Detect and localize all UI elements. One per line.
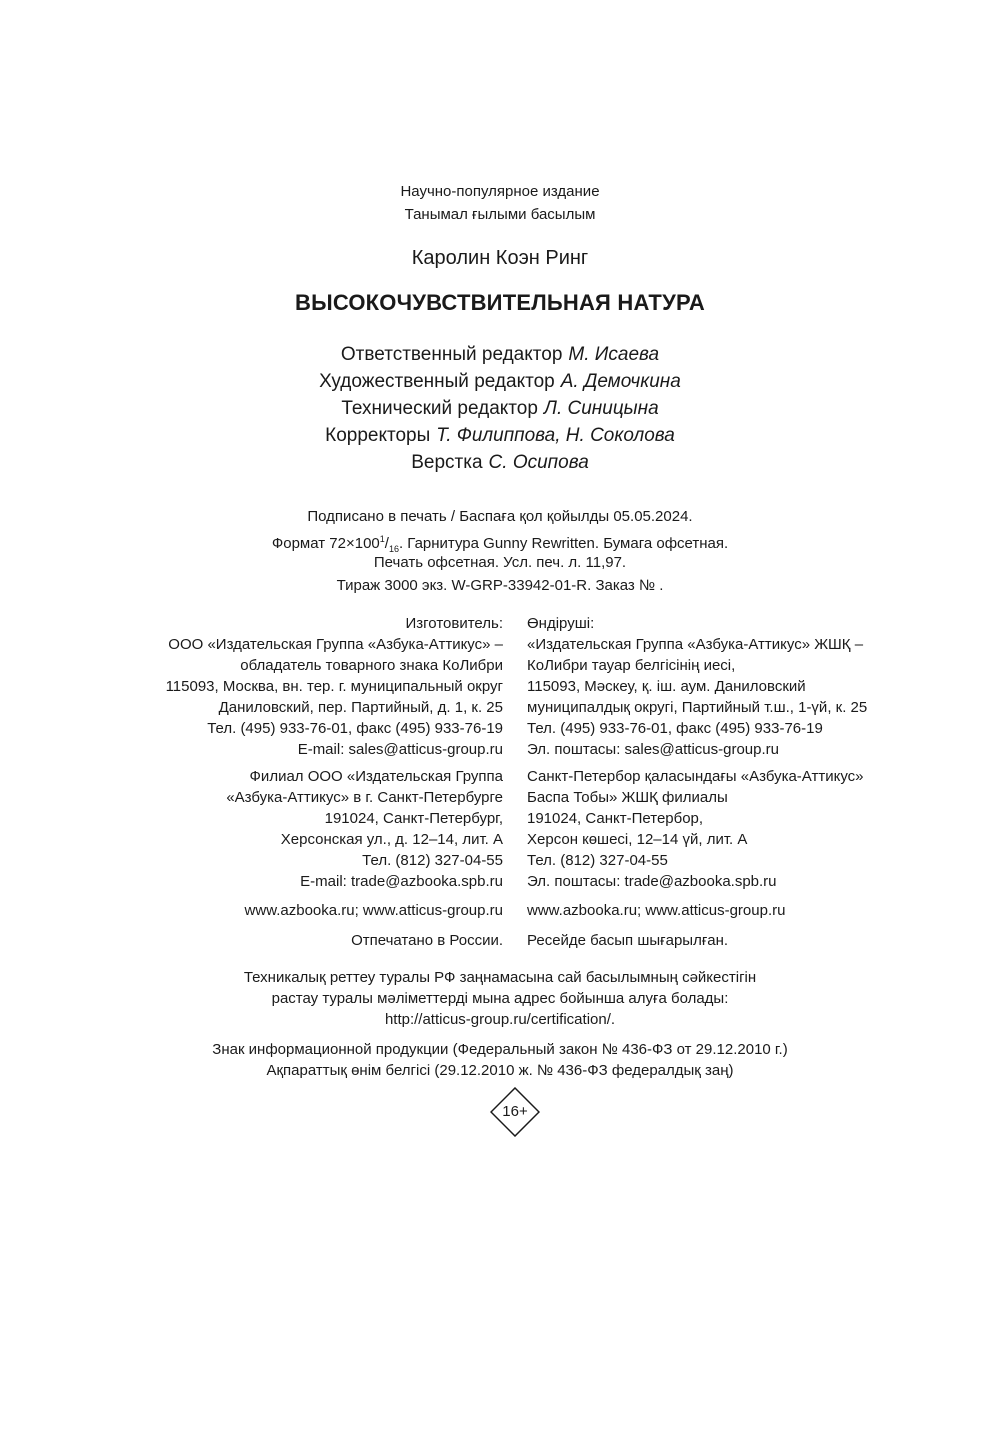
manufacturer-kz-line: муниципалдық округі, Партийный т.ш., 1-үй, к. 25 [527, 699, 868, 716]
branch-ru-line: 191024, Санкт-Петербург, [324, 810, 503, 827]
branch-kz-line: Эл. поштасы: trade@azbooka.spb.ru [527, 873, 777, 890]
branch-kz-line: Баспа Тобы» ЖШҚ филиалы [527, 789, 728, 806]
format-suffix: . Гарнитура Gunny Rewritten. Бумага офсетная. [398, 535, 729, 552]
signed-line: Подписано в печать / Баспаға қол қойылды 05.05.2024. [307, 508, 693, 525]
manufacturer-ru-line: Изготовитель: [405, 615, 503, 632]
branch-ru-line: Херсонская ул., д. 12–14, лит. А [280, 831, 503, 848]
format-numerator: 1 [379, 534, 385, 544]
author-name: Каролин Коэн Ринг [411, 247, 589, 269]
credit-name: М. Исаева [568, 344, 660, 365]
manufacturer-ru-line: Тел. (495) 933-76-01, факс (495) 933-76-19 [207, 720, 503, 737]
credit-role: Корректоры [325, 425, 431, 446]
info-mark-ru: Знак информационной продукции (Федеральный закон № 436-ФЗ от 29.12.2010 г.) [212, 1041, 788, 1058]
credit-name: А. Демочкина [560, 371, 681, 392]
info-mark-kz: Ақпараттық өнім белгісі (29.12.2010 ж. № 436-ФЗ федералдық заң) [266, 1062, 734, 1079]
credit-line [0, 449, 1000, 476]
manufacturer-kz-line: Өндіруші: [527, 615, 595, 632]
manufacturer-ru-line: 115093, Москва, вн. тер. г. муниципальный округ [165, 678, 503, 695]
credit-role: Ответственный редактор [340, 344, 563, 365]
age-rating-label: 16+ [502, 1103, 528, 1120]
printing-line: Печать офсетная. Усл. печ. л. 11,97. [373, 554, 627, 571]
credit-line [0, 422, 1000, 449]
format-line: Формат $72\times 100^1/_{16}$. Гарнитура Gunny Rewritten. Бумага офсетная. [271, 534, 729, 554]
certification-url: http://atticus-group.ru/certification/. [384, 1011, 616, 1028]
manufacturer-ru [166, 613, 503, 760]
branch-ru-line: Филиал ООО «Издательская Группа [249, 768, 503, 785]
manufacturer-kz-line: Эл. поштасы: sales@atticus-group.ru [527, 741, 779, 758]
credit-name: Л. Синицына [543, 398, 659, 419]
branch-ru-line: «Азбука-Аттикус» в г. Санкт-Петербурге [226, 789, 503, 806]
credit-line [0, 368, 1000, 395]
credit-role: Технический редактор [341, 398, 538, 419]
manufacturer-ru-line: ООО «Издательская Группа «Азбука-Аттикус» – [168, 636, 503, 653]
credit-role: Верстка [411, 452, 483, 473]
branch-kz-line: Тел. (812) 327-04-55 [527, 852, 668, 869]
certification-line-1: Техникалық реттеу туралы РФ заңнамасына сай басылымның сәйкестігін [243, 969, 757, 986]
branch-ru-line: Тел. (812) 327-04-55 [362, 852, 503, 869]
manufacturer-ru-line: Даниловский, пер. Партийный, д. 1, к. 25 [218, 699, 503, 716]
manufacturer-kz-line: 115093, Мәскеу, қ. іш. аум. Даниловский [527, 678, 806, 695]
manufacturer-ru-line: обладатель товарного знака КоЛибри [240, 657, 503, 674]
printed-in-ru: Отпечатано в России. [351, 932, 503, 949]
branch-kz-line: 191024, Санкт-Петербор, [527, 810, 704, 827]
manufacturer-kz-line: КоЛибри тауар белгісінің иесі, [527, 657, 736, 674]
branch-kz-line: Херсон көшесі, 12–14 үй, лит. А [527, 831, 748, 848]
format-denominator: 16 [388, 544, 399, 554]
certification-line-2: растау туралы мәліметтерді мына адрес бойынша алуға болады: [271, 990, 729, 1007]
circulation-line: Тираж 3000 экз. W-GRP-33942-01-R. Заказ № . [336, 577, 664, 594]
manufacturer-kz-line: «Издательская Группа «Азбука-Аттикус» ЖШҚ – [527, 636, 864, 653]
branch-kz-line: Санкт-Петербор қаласындағы «Азбука-Аттикус» [527, 768, 864, 785]
credit-line [0, 395, 1000, 422]
manufacturer-ru-line: E-mail: sales@atticus-group.ru [297, 741, 503, 758]
websites-ru: www.azbooka.ru; www.atticus-group.ru [244, 902, 503, 919]
genre-ru: Научно-популярное издание [400, 183, 600, 200]
credit-role: Художественный редактор [319, 371, 555, 392]
book-title: ВЫСОКОЧУВСТВИТЕЛЬНАЯ НАТУРА [295, 290, 705, 315]
credit-name: Т. Филиппова, Н. Соколова [436, 425, 675, 446]
websites-kz: www.azbooka.ru; www.atticus-group.ru [527, 902, 786, 919]
branch-ru-line: E-mail: trade@azbooka.spb.ru [300, 873, 503, 890]
branch-kz [527, 766, 864, 892]
genre-kz: Танымал ғылыми басылым [404, 206, 596, 223]
credit-line [0, 341, 1000, 368]
format-prefix: Формат 72×100 [271, 535, 380, 552]
manufacturer-kz-line: Тел. (495) 933-76-01, факс (495) 933-76-19 [527, 720, 823, 737]
branch-ru [226, 766, 503, 892]
credit-name: С. Осипова [488, 452, 589, 473]
manufacturer-kz [527, 613, 867, 760]
printed-in-kz: Ресейде басып шығарылған. [527, 932, 729, 949]
